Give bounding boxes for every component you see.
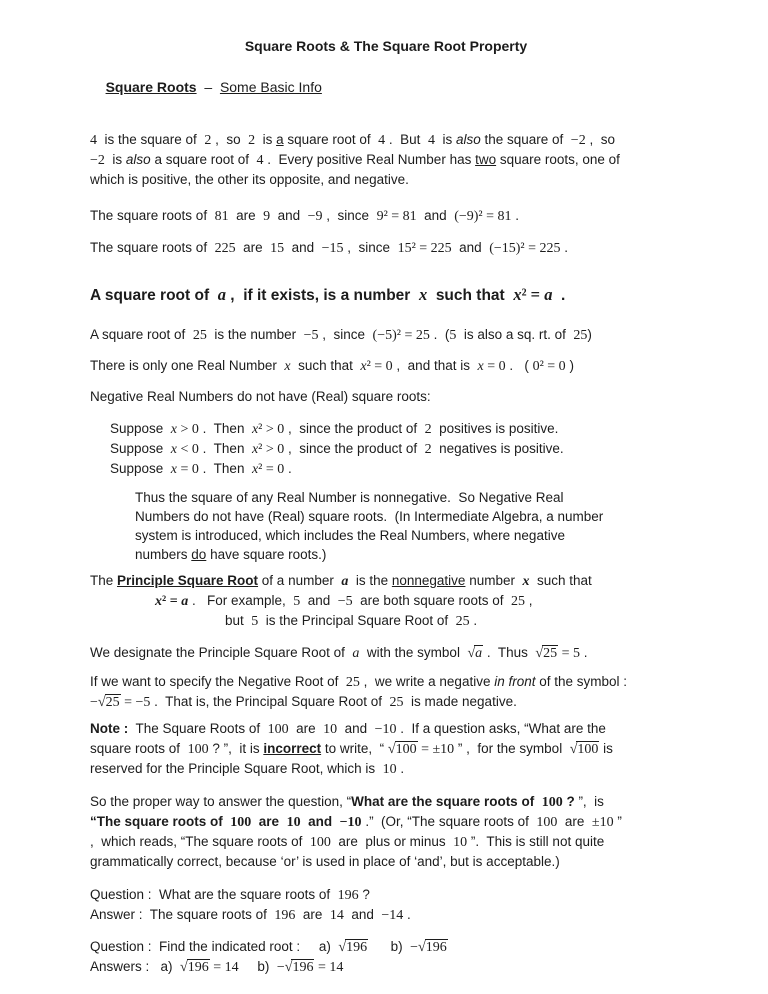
text-segment: There is only one Real Number <box>90 358 285 373</box>
text-line <box>90 643 682 663</box>
text-segment: 9² = 81 <box>376 209 417 224</box>
text-segment: 14 <box>329 908 344 923</box>
negative-root <box>90 672 682 712</box>
text-segment: and <box>337 721 375 736</box>
text-segment: 100 <box>541 795 563 810</box>
text-segment: is <box>434 132 456 147</box>
text-segment: ² > 0 <box>258 422 285 437</box>
text-segment: ? ”, it is <box>208 741 264 756</box>
text-segment: 0² = 0 <box>532 359 566 374</box>
text-segment: Suppose <box>110 461 171 476</box>
text-segment: 2 <box>424 422 432 437</box>
text-segment: , so <box>585 132 615 147</box>
text-segment: 4 <box>90 133 97 148</box>
text-line <box>90 130 682 150</box>
text-line <box>90 206 682 226</box>
text-segment: 25 <box>345 675 360 690</box>
text-segment: Question : Find the indicated root : a) <box>90 939 339 954</box>
text-line <box>90 885 682 905</box>
text-segment: , <box>525 593 533 608</box>
text-segment: and <box>300 814 340 829</box>
text-segment: is also a sq. rt. of <box>456 327 574 342</box>
proper-answer-paragraph <box>90 792 682 871</box>
text-segment: A square root of <box>90 287 218 304</box>
text-segment: So the proper way to answer the question, “ <box>90 794 352 809</box>
radical-icon: √ <box>97 695 106 710</box>
text-line <box>90 672 682 692</box>
text-segment: is the Principal Square Root of <box>258 613 456 628</box>
text-segment: = 0 <box>177 462 199 477</box>
text-segment: 25 <box>573 328 588 343</box>
text-segment: do <box>191 547 207 562</box>
text-segment: −5 <box>337 594 353 609</box>
text-segment: 5 <box>251 614 259 629</box>
text-segment: . ( <box>505 358 533 373</box>
text-segment: 10 <box>323 722 338 737</box>
text-segment: .” (Or, “The square roots of <box>361 814 537 829</box>
text-segment: = 0 <box>483 359 506 374</box>
text-line <box>90 356 682 376</box>
text-segment: and <box>416 208 455 223</box>
text-segment: to write, “ <box>321 741 388 756</box>
text-segment: such that <box>290 358 361 373</box>
text-segment: 225 <box>214 241 236 256</box>
symbol-designation <box>90 643 682 663</box>
radicand: 196 <box>346 940 368 955</box>
radical-icon: √ <box>284 960 293 975</box>
document-subtitle <box>90 59 682 116</box>
text-segment: ”. This is still not quite <box>467 834 605 849</box>
nonnegative-explanation <box>90 488 682 564</box>
text-segment: grammatically correct, because ‘or’ is used in place of ‘and’, but is acceptable.) <box>90 854 560 869</box>
text-segment: are <box>557 814 592 829</box>
text-segment: x <box>170 462 178 477</box>
text-segment: −5 <box>303 328 319 343</box>
square-root-expression <box>388 742 418 757</box>
definition-heading <box>90 284 682 306</box>
radicand: a <box>475 646 483 661</box>
text-segment: , since <box>343 240 398 255</box>
text-segment: (−5)² = 25 <box>372 328 430 343</box>
text-segment: 100 <box>187 742 209 757</box>
text-segment: Answers : a) <box>90 959 181 974</box>
text-segment: a <box>217 285 226 304</box>
text-segment: x <box>170 442 178 457</box>
text-segment: ² <box>162 594 167 609</box>
text-line <box>90 792 682 812</box>
text-segment: have square roots.) <box>206 547 327 562</box>
text-segment: 100 <box>309 835 331 850</box>
text-segment: , since the product of <box>284 441 425 456</box>
radical-icon: √ <box>418 940 426 955</box>
text-segment: Answer : The square roots of <box>90 907 275 922</box>
text-segment: , since <box>322 208 377 223</box>
text-segment: 10 <box>382 762 397 777</box>
text-segment: ? <box>358 887 370 902</box>
text-segment: . Thus <box>483 645 536 660</box>
text-segment: are <box>235 240 271 255</box>
text-segment: ? <box>562 794 575 809</box>
text-segment: x <box>170 422 178 437</box>
text-segment: . Then <box>198 461 252 476</box>
text-segment: 4 <box>378 133 386 148</box>
text-line <box>90 692 682 712</box>
text-segment: also <box>125 152 151 167</box>
text-segment: − <box>90 695 98 710</box>
radicand: 25 <box>543 646 558 661</box>
text-segment: ² <box>521 285 527 304</box>
radical-icon: √ <box>467 646 476 661</box>
square-root-expression <box>98 695 121 710</box>
text-segment: are plus or minus <box>330 834 454 849</box>
text-segment: Negative Real Numbers do not have (Real) square roots: <box>90 389 431 404</box>
square-root-expression <box>535 646 558 661</box>
text-segment: . Then <box>198 421 252 436</box>
text-segment: . <box>469 613 478 628</box>
text-segment: is made negative. <box>403 694 517 709</box>
text-segment: 9 <box>263 209 271 224</box>
text-segment: , since <box>318 327 373 342</box>
square-root-expression <box>180 960 210 975</box>
text-segment: = 14 <box>314 960 344 975</box>
text-segment: a <box>352 646 360 661</box>
text-segment: ) <box>587 327 592 342</box>
text-line <box>90 150 682 170</box>
text-segment: , we write a negative <box>359 674 495 689</box>
text-segment: . Then <box>198 441 252 456</box>
radicand: 196 <box>425 940 447 955</box>
text-segment: = 14 <box>209 960 239 975</box>
text-line <box>90 545 682 564</box>
square-root-expression <box>418 940 448 955</box>
text-segment: A square root of <box>90 327 193 342</box>
text-line <box>90 419 682 439</box>
text-segment: < 0 <box>177 442 199 457</box>
text-segment: b) <box>238 959 277 974</box>
text-segment: (−15)² = 225 <box>489 241 561 256</box>
text-segment: The square roots of <box>90 208 215 223</box>
text-segment: = ±10 <box>417 742 455 757</box>
text-segment: . <box>511 208 520 223</box>
text-segment: 25 <box>389 695 404 710</box>
text-segment: is <box>599 741 613 756</box>
text-segment: numbers <box>135 547 192 562</box>
text-segment: Suppose <box>110 441 171 456</box>
text-segment: 100 <box>536 815 558 830</box>
text-segment: The <box>90 573 118 588</box>
text-segment: in front <box>494 674 536 689</box>
text-segment: The square roots of <box>90 240 215 255</box>
text-segment: 25 <box>192 328 207 343</box>
text-segment: − <box>410 940 418 955</box>
text-line <box>90 325 682 345</box>
square-root-expression <box>285 960 315 975</box>
text-segment: are <box>251 814 287 829</box>
text-segment: . <box>560 240 569 255</box>
radicand: 196 <box>187 960 209 975</box>
radicand: 100 <box>395 742 417 757</box>
text-segment: −9 <box>307 209 323 224</box>
text-line <box>90 759 682 779</box>
text-line <box>90 905 682 925</box>
question-answer-indicated-root <box>90 937 682 977</box>
text-segment: also <box>455 132 481 147</box>
suppose-cases <box>90 419 682 479</box>
text-segment: 4 <box>427 133 435 148</box>
text-segment: −10 <box>374 722 397 737</box>
text-segment: ”, is <box>574 794 604 809</box>
text-segment: a <box>181 594 189 609</box>
text-segment: 4 <box>256 153 264 168</box>
text-segment: are both square roots of <box>352 593 512 608</box>
document-title <box>90 38 682 54</box>
text-segment: , which reads, “The square roots of <box>90 834 310 849</box>
square-roots-of-81 <box>90 206 682 226</box>
text-segment: and <box>343 907 382 922</box>
text-segment: > 0 <box>177 422 199 437</box>
text-segment: . But <box>385 132 428 147</box>
text-line <box>90 284 682 306</box>
text-segment: with the symbol <box>359 645 468 660</box>
text-line <box>90 507 682 526</box>
text-segment: such that <box>427 287 514 304</box>
text-segment: . ( <box>429 327 450 342</box>
text-segment: 2 <box>204 133 212 148</box>
text-segment: 196 <box>337 888 359 903</box>
text-segment: What are the square roots of <box>351 794 542 809</box>
text-segment: 10 <box>286 815 301 830</box>
text-segment: 5 <box>293 594 301 609</box>
text-line <box>90 439 682 459</box>
intro-paragraph <box>90 130 682 189</box>
text-segment: x <box>522 574 530 589</box>
text-segment: ² = 0 <box>258 462 285 477</box>
text-segment: 196 <box>274 908 296 923</box>
text-segment: x <box>284 359 291 374</box>
text-line <box>90 812 682 832</box>
text-segment: If we want to specify the Negative Root of <box>90 674 346 689</box>
text-segment: ±10 <box>591 815 614 830</box>
text-segment: of the symbol : <box>535 674 628 689</box>
text-segment: , and that is <box>392 358 478 373</box>
text-segment: such that <box>529 573 592 588</box>
text-segment: ” <box>613 814 622 829</box>
text-segment: are <box>228 208 264 223</box>
text-segment: number <box>465 573 523 588</box>
text-segment: reserved for the Principle Square Root, which is <box>90 761 383 776</box>
note-paragraph <box>90 719 682 779</box>
text-segment: “The square roots of <box>90 814 231 829</box>
text-segment: is the number <box>206 327 304 342</box>
text-segment: and <box>300 593 338 608</box>
text-segment: −10 <box>339 815 362 830</box>
square-roots-of-225 <box>90 238 682 258</box>
text-segment: 10 <box>453 835 468 850</box>
text-segment: . <box>552 287 566 304</box>
text-segment: . For example, <box>188 593 294 608</box>
text-segment: . That is, the Principal Square Root of <box>150 694 390 709</box>
text-segment: x <box>360 359 367 374</box>
text-segment: is <box>104 152 126 167</box>
text-segment: x <box>251 462 259 477</box>
text-segment: . Every positive Real Number has <box>263 152 476 167</box>
text-segment: the square of <box>480 132 571 147</box>
radicand: 196 <box>292 960 314 975</box>
text-segment: = 5 <box>558 646 581 661</box>
text-segment: system is introduced, which includes the Real Numbers, where negative <box>135 528 565 543</box>
text-segment: −15 <box>321 241 344 256</box>
title-text: Square Roots & The Square Root Property <box>244 38 528 54</box>
radical-icon: √ <box>180 960 188 975</box>
text-segment: x <box>477 359 484 374</box>
text-segment: 100 <box>230 815 252 830</box>
text-line <box>90 571 682 591</box>
text-line <box>90 739 682 759</box>
text-line <box>90 238 682 258</box>
text-segment: x <box>155 594 162 609</box>
text-segment: = <box>526 285 545 304</box>
negative-numbers-intro <box>90 387 682 406</box>
text-segment: are <box>295 907 330 922</box>
text-segment: The Square Roots of <box>128 721 268 736</box>
text-line <box>90 957 682 977</box>
text-segment: , since the product of <box>284 421 425 436</box>
text-segment: . <box>284 461 292 476</box>
text-line <box>90 526 682 545</box>
text-segment: incorrect <box>263 741 322 756</box>
text-segment: negatives is positive. <box>431 441 564 456</box>
text-segment: = <box>166 594 182 609</box>
text-segment: x <box>251 442 259 457</box>
text-line <box>90 832 682 852</box>
text-segment: ² = 0 <box>366 359 393 374</box>
text-segment: . <box>403 907 411 922</box>
text-segment: b) <box>368 939 411 954</box>
text-segment: which is positive, the other its opposite, and negative. <box>90 172 409 187</box>
text-segment: a square root of <box>150 152 257 167</box>
text-segment: nonnegative <box>391 573 466 588</box>
text-segment: ) <box>565 358 574 373</box>
text-segment: but <box>225 613 252 628</box>
text-segment: 100 <box>267 722 289 737</box>
text-segment: and <box>270 208 308 223</box>
square-root-expression <box>338 940 368 955</box>
zero-case <box>90 356 682 376</box>
text-segment: and <box>284 240 322 255</box>
principle-square-root-definition <box>90 571 682 631</box>
text-segment: − <box>276 960 285 975</box>
text-segment: is the square of <box>97 132 205 147</box>
text-segment: x <box>513 285 522 304</box>
text-segment: and <box>451 240 490 255</box>
radicand: 100 <box>577 742 599 757</box>
text-segment: −2 <box>570 133 586 148</box>
text-segment: square roots, one of <box>496 152 620 167</box>
text-segment: Note : <box>90 721 129 736</box>
text-segment: is <box>255 132 277 147</box>
text-segment: ” , for the symbol <box>454 741 570 756</box>
text-segment: Suppose <box>110 421 171 436</box>
text-segment: . <box>396 761 405 776</box>
square-root-expression <box>467 646 483 661</box>
text-segment: Question : What are the square roots of <box>90 887 338 902</box>
square-root-expression <box>570 742 600 757</box>
text-segment: = −5 <box>120 695 151 710</box>
subtitle-separator: – <box>196 79 220 95</box>
text-segment: of a number <box>258 573 342 588</box>
text-line <box>90 719 682 739</box>
radical-icon: √ <box>387 742 396 757</box>
text-segment: 15² = 225 <box>397 241 452 256</box>
text-segment: −14 <box>381 908 404 923</box>
text-segment: Thus the square of any Real Number is nonnegative. So Negative Real <box>135 490 564 505</box>
text-segment: Numbers do not have (Real) square roots. (In Intermediate Algebra, a number <box>135 509 604 524</box>
text-segment: , so <box>211 132 249 147</box>
text-segment: square root of <box>283 132 379 147</box>
question-answer-196 <box>90 885 682 925</box>
text-segment: square roots of <box>90 741 188 756</box>
text-segment: , if it exists, is a number <box>226 287 419 304</box>
text-segment: 25 <box>455 614 470 629</box>
text-line <box>90 591 682 611</box>
text-segment: is the <box>348 573 392 588</box>
text-line <box>90 852 682 871</box>
text-segment: 2 <box>248 133 256 148</box>
text-line <box>90 459 682 479</box>
radical-icon: √ <box>535 646 544 661</box>
text-line <box>90 170 682 189</box>
text-segment: . If a question asks, “What are the <box>396 721 606 736</box>
text-line <box>90 387 682 406</box>
text-segment: −2 <box>90 153 105 168</box>
radical-icon: √ <box>569 742 578 757</box>
text-segment: x <box>251 422 259 437</box>
text-segment: 25 <box>511 594 526 609</box>
text-segment: two <box>475 152 497 167</box>
text-segment: 81 <box>214 209 229 224</box>
square-root-of-25 <box>90 325 682 345</box>
text-segment: . <box>580 645 588 660</box>
text-segment: positives is positive. <box>431 421 559 436</box>
text-segment: 2 <box>424 442 432 457</box>
subtitle-info: Some Basic Info <box>219 79 322 95</box>
text-segment: Principle Square Root <box>117 573 259 588</box>
text-line <box>90 611 682 631</box>
text-segment: x <box>418 285 428 304</box>
radical-icon: √ <box>338 940 347 955</box>
text-segment: are <box>288 721 324 736</box>
text-line <box>90 937 682 957</box>
text-line <box>90 488 682 507</box>
radicand: 25 <box>105 695 120 710</box>
text-segment: a <box>341 574 349 589</box>
text-segment: We designate the Principle Square Root of <box>90 645 353 660</box>
text-segment: (−9)² = 81 <box>454 209 512 224</box>
document-content <box>90 130 682 977</box>
text-segment: a <box>276 132 284 147</box>
text-segment: a <box>544 285 553 304</box>
text-segment: 15 <box>270 241 285 256</box>
subtitle-heading: Square Roots <box>105 79 197 95</box>
text-segment: 5 <box>449 328 457 343</box>
text-segment: ² > 0 <box>258 442 285 457</box>
